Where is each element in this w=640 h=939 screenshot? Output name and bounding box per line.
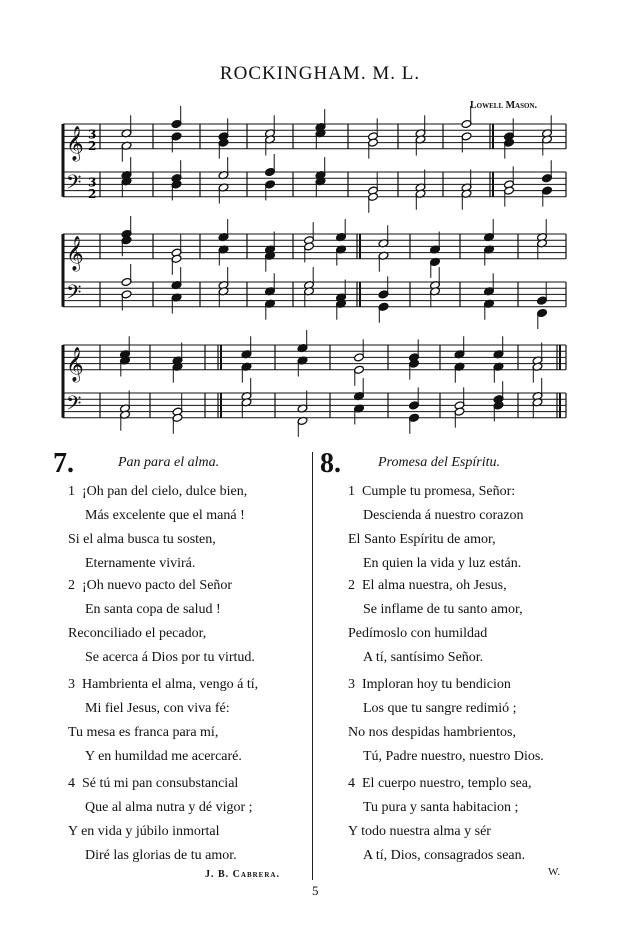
stanza-number: 2 <box>68 578 75 593</box>
svg-text:2: 2 <box>88 186 97 201</box>
verse-line <box>85 508 245 524</box>
verse-text: Mi fiel Jesus, con viva fé: <box>85 701 230 716</box>
hymn-8-author: W. <box>548 866 561 878</box>
verse-line <box>85 800 253 816</box>
verse-text: Imploran hoy tu bendicion <box>362 677 511 692</box>
hymn-tune-title: ROCKINGHAM. M. L. <box>219 63 421 84</box>
hymn-title-7: Pan para el alma. <box>118 455 220 470</box>
verse-line <box>348 725 516 741</box>
verse-text: Eternamente vivirá. <box>85 556 196 571</box>
verse-line <box>363 650 483 666</box>
verse-line <box>363 848 525 864</box>
verse-line <box>68 484 247 500</box>
verse-line <box>68 725 218 741</box>
stanza-number: 4 <box>348 776 355 791</box>
verse-line <box>348 626 487 642</box>
svg-text:𝄞: 𝄞 <box>66 235 84 271</box>
hymn-title-8: Promesa del Espíritu. <box>378 455 500 470</box>
verse-text: Descienda á nuestro corazon <box>363 508 524 523</box>
verse-line <box>68 626 206 642</box>
svg-text:𝄢: 𝄢 <box>66 170 82 199</box>
stanza-number: 3 <box>68 677 75 692</box>
verse-text: Tú, Padre nuestro, nuestro Dios. <box>363 749 544 764</box>
stanza-number: 2 <box>348 578 355 593</box>
verse-line <box>363 749 544 765</box>
verse-line <box>85 701 230 717</box>
verse-text: No nos despidas hambrientos, <box>348 725 516 740</box>
verse-text: Se acerca á Dios por tu virtud. <box>85 650 255 665</box>
page-number: 5 <box>312 883 319 898</box>
verse-text: Que al alma nutra y dé vigor ; <box>85 800 253 815</box>
verse-text: El Santo Espíritu de amor, <box>348 532 496 547</box>
verse-text: A tí, Dios, consagrados sean. <box>363 848 526 863</box>
verse-line <box>348 532 496 548</box>
verse-text: Se inflame de tu santo amor, <box>363 602 523 617</box>
verse-text: Y en vida y júbilo inmortal <box>68 824 220 839</box>
verse-text: En quien la vida y luz están. <box>363 556 522 571</box>
verse-line <box>363 602 523 618</box>
verse-text: ¡Oh nuevo pacto del Señor <box>82 578 233 593</box>
column-divider <box>312 452 313 880</box>
verse-text: Tu pura y santa habitacion ; <box>363 800 519 815</box>
verse-text: Y en humildad me acercaré. <box>85 749 242 764</box>
verse-text: Hambrienta el alma, vengo á tí, <box>82 677 259 692</box>
verse-text: Reconciliado el pecador, <box>68 626 207 641</box>
stanza-number: 3 <box>348 677 355 692</box>
verse-line <box>68 578 232 594</box>
verse-line <box>363 800 518 816</box>
svg-text:𝄞: 𝄞 <box>66 125 84 161</box>
verse-text: El alma nuestra, oh Jesus, <box>362 578 507 593</box>
verse-line <box>68 677 258 693</box>
verse-text: Los que tu sangre redimió ; <box>363 701 517 716</box>
svg-text:𝄢: 𝄢 <box>66 280 82 309</box>
verse-line <box>68 824 220 840</box>
composer-credit: Lowell Mason. <box>470 100 538 111</box>
verse-line <box>348 484 515 500</box>
verse-line <box>85 749 242 765</box>
verse-text: El cuerpo nuestro, templo sea, <box>362 776 532 791</box>
verse-line <box>363 508 524 524</box>
hymn-number-8: 8. <box>320 448 341 479</box>
verse-text: Y todo nuestra alma y sér <box>348 824 491 839</box>
verse-text: ¡Oh pan del cielo, dulce bien, <box>82 484 248 499</box>
hymn-7-author: J. B. Cabrera. <box>205 869 280 880</box>
verse-text: A tí, santísimo Señor. <box>363 650 484 665</box>
verse-text: Tu mesa es franca para mí, <box>68 725 219 740</box>
stanza-number: 4 <box>68 776 75 791</box>
svg-text:𝄢: 𝄢 <box>66 391 82 420</box>
verse-line <box>363 701 517 717</box>
verse-line <box>348 677 511 693</box>
verse-text: Cumple tu promesa, Señor: <box>362 484 516 499</box>
verse-text: Diré las glorias de tu amor. <box>85 848 237 863</box>
svg-text:3: 3 <box>88 127 97 142</box>
verse-line <box>348 776 532 792</box>
svg-text:2: 2 <box>88 138 97 153</box>
verse-text: Si el alma busca tu sosten, <box>68 532 216 547</box>
verse-line <box>68 776 238 792</box>
verse-line <box>348 578 507 594</box>
music-score <box>0 0 640 440</box>
svg-text:3: 3 <box>88 175 97 190</box>
verse-text: Pedímoslo con humildad <box>348 626 488 641</box>
stanza-number: 1 <box>348 484 355 499</box>
verse-line <box>68 532 216 548</box>
verse-line <box>85 650 255 666</box>
verse-line <box>348 824 491 840</box>
verse-text: Sé tú mi pan consubstancial <box>82 776 239 791</box>
svg-text:𝄞: 𝄞 <box>66 346 84 382</box>
verse-line <box>363 556 521 572</box>
verse-line <box>85 848 237 864</box>
verse-line <box>85 556 195 572</box>
hymn-number-7: 7. <box>53 448 74 479</box>
verse-text: Más excelente que el maná ! <box>85 508 245 523</box>
verse-text: En santa copa de salud ! <box>85 602 221 617</box>
stanza-number: 1 <box>68 484 75 499</box>
verse-line <box>85 602 221 618</box>
